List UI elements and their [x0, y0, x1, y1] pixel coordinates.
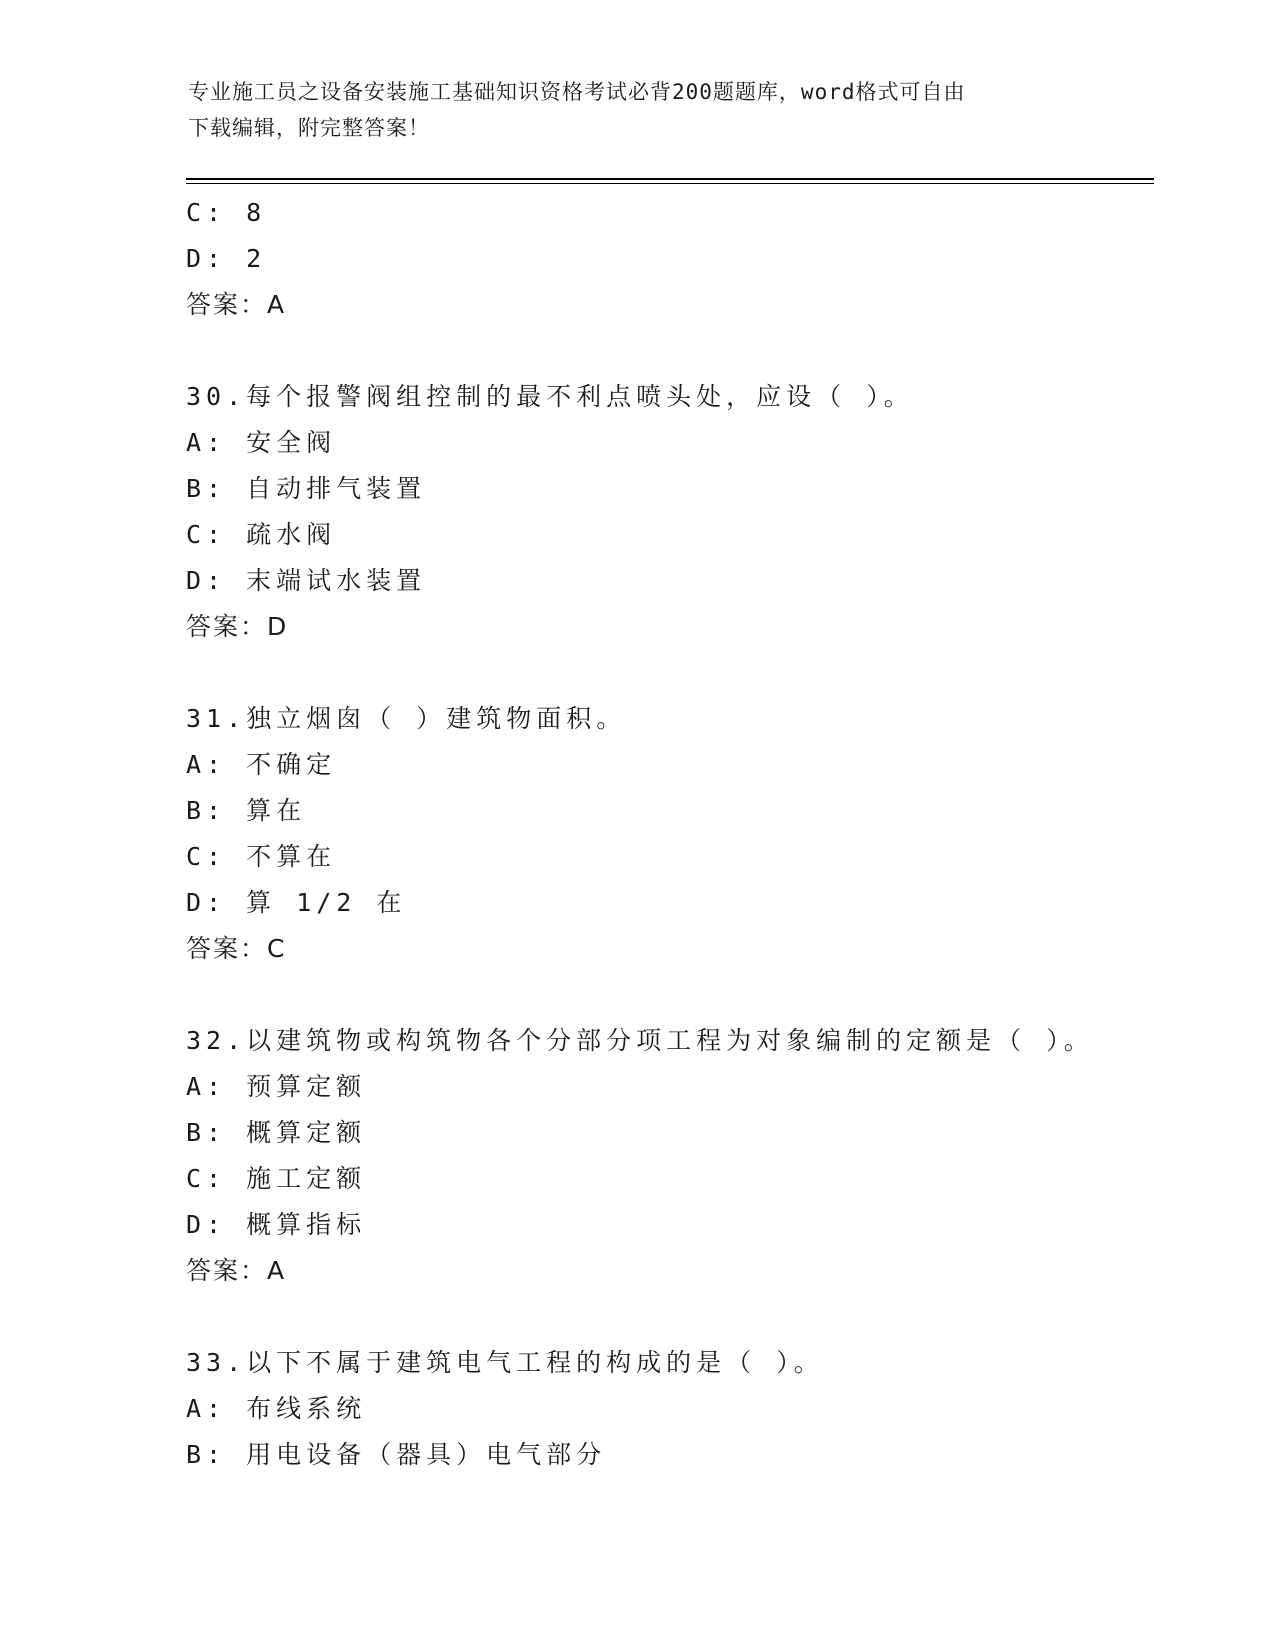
question-31: [186, 696, 1146, 972]
header-title-line-1: 专业施工员之设备安装施工基础知识资格考试必背200题题库，word格式可自由: [188, 80, 966, 104]
answer-line: 答案：C: [186, 934, 287, 963]
option-d: D: 末端试水装置: [186, 566, 427, 595]
option-d: D: 概算指标: [186, 1210, 367, 1239]
option-a: A: 布线系统: [186, 1394, 367, 1423]
question-32: [186, 1018, 1146, 1294]
question-continuation: [186, 190, 1146, 328]
answer-line: 答案：A: [186, 290, 287, 319]
answer-line: 答案：D: [186, 612, 289, 641]
option-a: A: 预算定额: [186, 1072, 367, 1101]
option-b: B: 用电设备（器具）电气部分: [186, 1440, 607, 1469]
option-c: C: 施工定额: [186, 1164, 367, 1193]
question-stem: 30.每个报警阀组控制的最不利点喷头处，应设（ ）。: [186, 382, 914, 411]
option-c: C: 疏水阀: [186, 520, 337, 549]
option-d: D: 算 1/2 在: [186, 888, 407, 917]
question-stem: 31.独立烟囱（ ）建筑物面积。: [186, 704, 627, 733]
question-33: [186, 1340, 1146, 1478]
header-divider-thin: [186, 183, 1154, 184]
question-list: [186, 190, 1146, 1478]
question-stem: 33.以下不属于建筑电气工程的构成的是（ ）。: [186, 1348, 824, 1377]
answer-line: 答案：A: [186, 1256, 287, 1285]
document-header: [188, 74, 1068, 146]
option-c: C: 8: [186, 198, 267, 227]
header-title-line-2: 下载编辑，附完整答案！: [188, 116, 430, 140]
header-divider: [186, 178, 1154, 180]
question-stem: 32.以建筑物或构筑物各个分部分项工程为对象编制的定额是（ ）。: [186, 1026, 1094, 1055]
option-d: D: 2: [186, 244, 267, 273]
option-b: B: 概算定额: [186, 1118, 367, 1147]
option-a: A: 安全阀: [186, 428, 337, 457]
option-a: A: 不确定: [186, 750, 337, 779]
option-b: B: 算在: [186, 796, 307, 825]
option-b: B: 自动排气装置: [186, 474, 427, 503]
option-c: C: 不算在: [186, 842, 337, 871]
question-30: [186, 374, 1146, 650]
